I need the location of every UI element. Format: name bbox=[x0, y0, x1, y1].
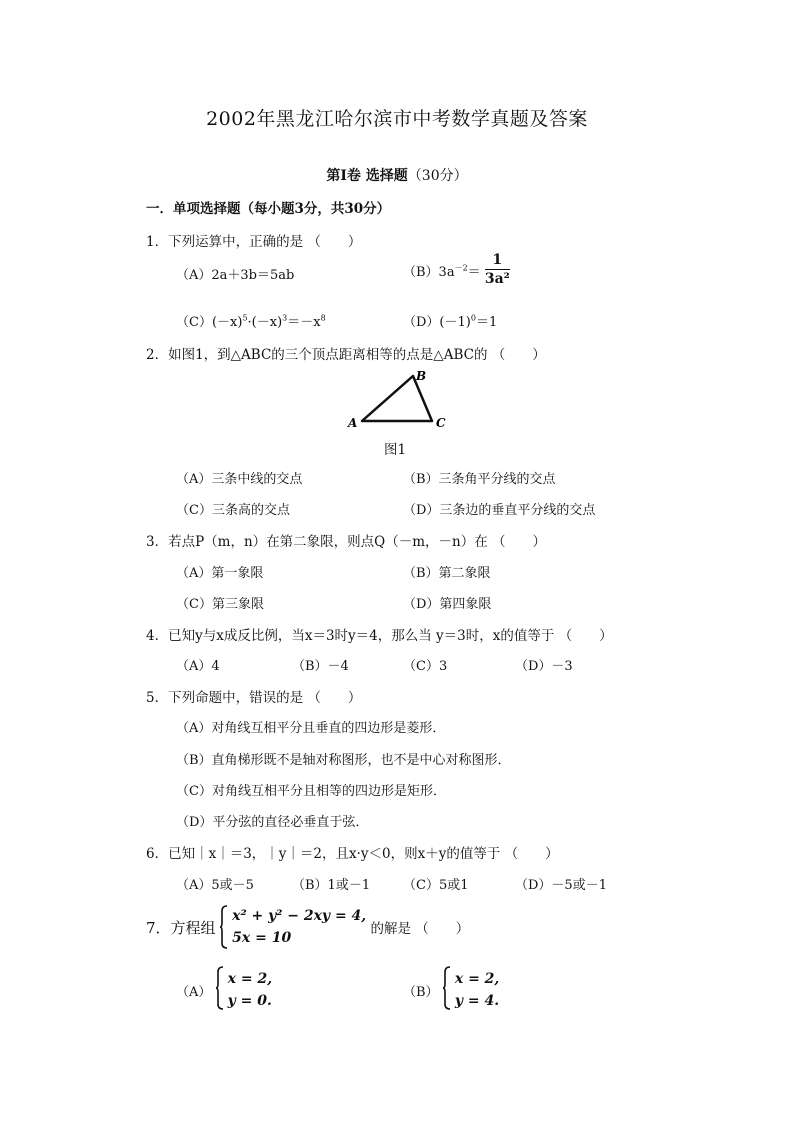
q1-c-part3: ＝－x bbox=[287, 315, 321, 330]
q6-stem: 6．已知｜x｜＝3，｜y｜＝2，且x·y＜0，则x＋y的值等于 （ ） bbox=[146, 846, 559, 862]
triangle-abc-figure bbox=[344, 366, 454, 432]
section-heading: 一．单项选择题（每小题3分，共30分） bbox=[146, 201, 391, 217]
q1-d-exp: 0 bbox=[470, 313, 476, 323]
q4-option-d: （D）－3 bbox=[515, 659, 573, 674]
part-heading bbox=[0, 165, 794, 185]
q3-stem: 3．若点P（m，n）在第二象限，则点Q（－m，－n）在 （ ） bbox=[146, 534, 547, 550]
q1-b-base: （B）3a bbox=[403, 264, 455, 280]
q2-option-b: （B）三条角平分线的交点 bbox=[403, 472, 556, 487]
q7-stem bbox=[146, 905, 469, 951]
q5-option-d: （D）平分弦的直径必垂直于弦． bbox=[176, 815, 369, 830]
q1-b-equals: ＝ bbox=[467, 264, 481, 280]
vertex-label-b: B bbox=[416, 369, 427, 383]
q1-c-part1: （C）(－x) bbox=[176, 315, 243, 330]
q1-b-denominator: 3a² bbox=[484, 271, 510, 287]
q2-option-d: （D）三条边的垂直平分线的交点 bbox=[403, 503, 596, 518]
q3-option-b: （B）第二象限 bbox=[403, 566, 491, 581]
q1-option-a: （A）2a＋3b＝5ab bbox=[176, 268, 295, 283]
q1-b-exponent: －2 bbox=[454, 263, 468, 273]
q7-b-line-2: y = 4. bbox=[454, 993, 500, 1009]
q6-option-b: （B）1或－1 bbox=[292, 878, 371, 893]
q4-stem: 4．已知y与x成反比例，当x＝3时y＝4，那么当 y＝3时，x的值等于 （ ） bbox=[146, 628, 613, 644]
left-brace-icon bbox=[443, 966, 451, 1010]
q2-stem: 2．如图1，到△ABC的三个顶点距离相等的点是△ABC的 （ ） bbox=[146, 347, 546, 363]
q5-option-a: （A）对角线互相平分且垂直的四边形是菱形． bbox=[176, 721, 446, 736]
vertex-label-a: A bbox=[348, 416, 358, 430]
q7-option-b bbox=[403, 966, 499, 1012]
q5-option-c: （C）对角线互相平分且相等的四边形是矩形． bbox=[176, 784, 446, 799]
left-brace-icon bbox=[220, 905, 228, 949]
q4-option-a: （A）4 bbox=[176, 659, 220, 674]
q2-option-c: （C）三条高的交点 bbox=[176, 503, 290, 518]
q1-c-part2: ·(－x) bbox=[247, 315, 283, 330]
q7-b-label: （B） bbox=[403, 984, 439, 1000]
q1-option-c bbox=[176, 311, 326, 330]
q1-c-exp3: 8 bbox=[320, 313, 326, 323]
vertex-label-c: C bbox=[436, 416, 446, 430]
q7-system bbox=[220, 905, 366, 949]
q5-option-b: （B）直角梯形既不是轴对称图形，也不是中心对称图形． bbox=[176, 753, 511, 768]
q1-c-exp2: 3 bbox=[282, 313, 288, 323]
q7-a-label: （A） bbox=[176, 984, 212, 1000]
q7-b-line-1: x = 2, bbox=[454, 971, 500, 987]
q1-b-numerator: 1 bbox=[485, 252, 510, 270]
q7-equation-2: 5x = 10 bbox=[232, 930, 292, 946]
q7-a-line-2: y = 0. bbox=[227, 993, 272, 1009]
q7-equation-1: x² + y² − 2xy = 4, bbox=[232, 908, 367, 924]
q3-option-a: （A）第一象限 bbox=[176, 566, 264, 581]
q6-option-c: （C）5或1 bbox=[403, 878, 469, 893]
left-brace-icon bbox=[216, 966, 224, 1010]
q4-option-c: （C）3 bbox=[403, 659, 448, 674]
q5-stem: 5．下列命题中，错误的是 （ ） bbox=[146, 690, 362, 706]
figure-caption: 图1 bbox=[384, 442, 407, 458]
q1-d-part1: （D）(－1) bbox=[403, 315, 471, 330]
q7-suffix: 的解是 （ ） bbox=[370, 921, 470, 937]
q3-option-c: （C）第三象限 bbox=[176, 597, 264, 612]
part-heading-score: （30分） bbox=[407, 168, 468, 184]
part-heading-bold: 第Ⅰ卷 选择题 bbox=[326, 168, 408, 184]
page-title: 2002年黑龙江哈尔滨市中考数学真题及答案 bbox=[206, 108, 588, 130]
q6-option-a: （A）5或－5 bbox=[176, 878, 254, 893]
q7-prefix: 7．方程组 bbox=[146, 918, 216, 937]
q1-option-d bbox=[403, 311, 497, 330]
q1-stem: 1．下列运算中，正确的是 （ ） bbox=[146, 234, 362, 250]
q6-option-d: （D）－5或－1 bbox=[515, 878, 607, 893]
q7-option-a bbox=[176, 966, 272, 1012]
q4-option-b: （B）－4 bbox=[292, 659, 349, 674]
q7-a-line-1: x = 2, bbox=[227, 971, 273, 987]
q1-d-part2: ＝1 bbox=[475, 315, 498, 330]
q1-b-fraction bbox=[485, 252, 510, 288]
q1-c-exp1: 5 bbox=[242, 313, 248, 323]
q1-option-b bbox=[403, 252, 510, 292]
q2-option-a: （A）三条中线的交点 bbox=[176, 472, 303, 487]
q3-option-d: （D）第四象限 bbox=[403, 597, 492, 612]
